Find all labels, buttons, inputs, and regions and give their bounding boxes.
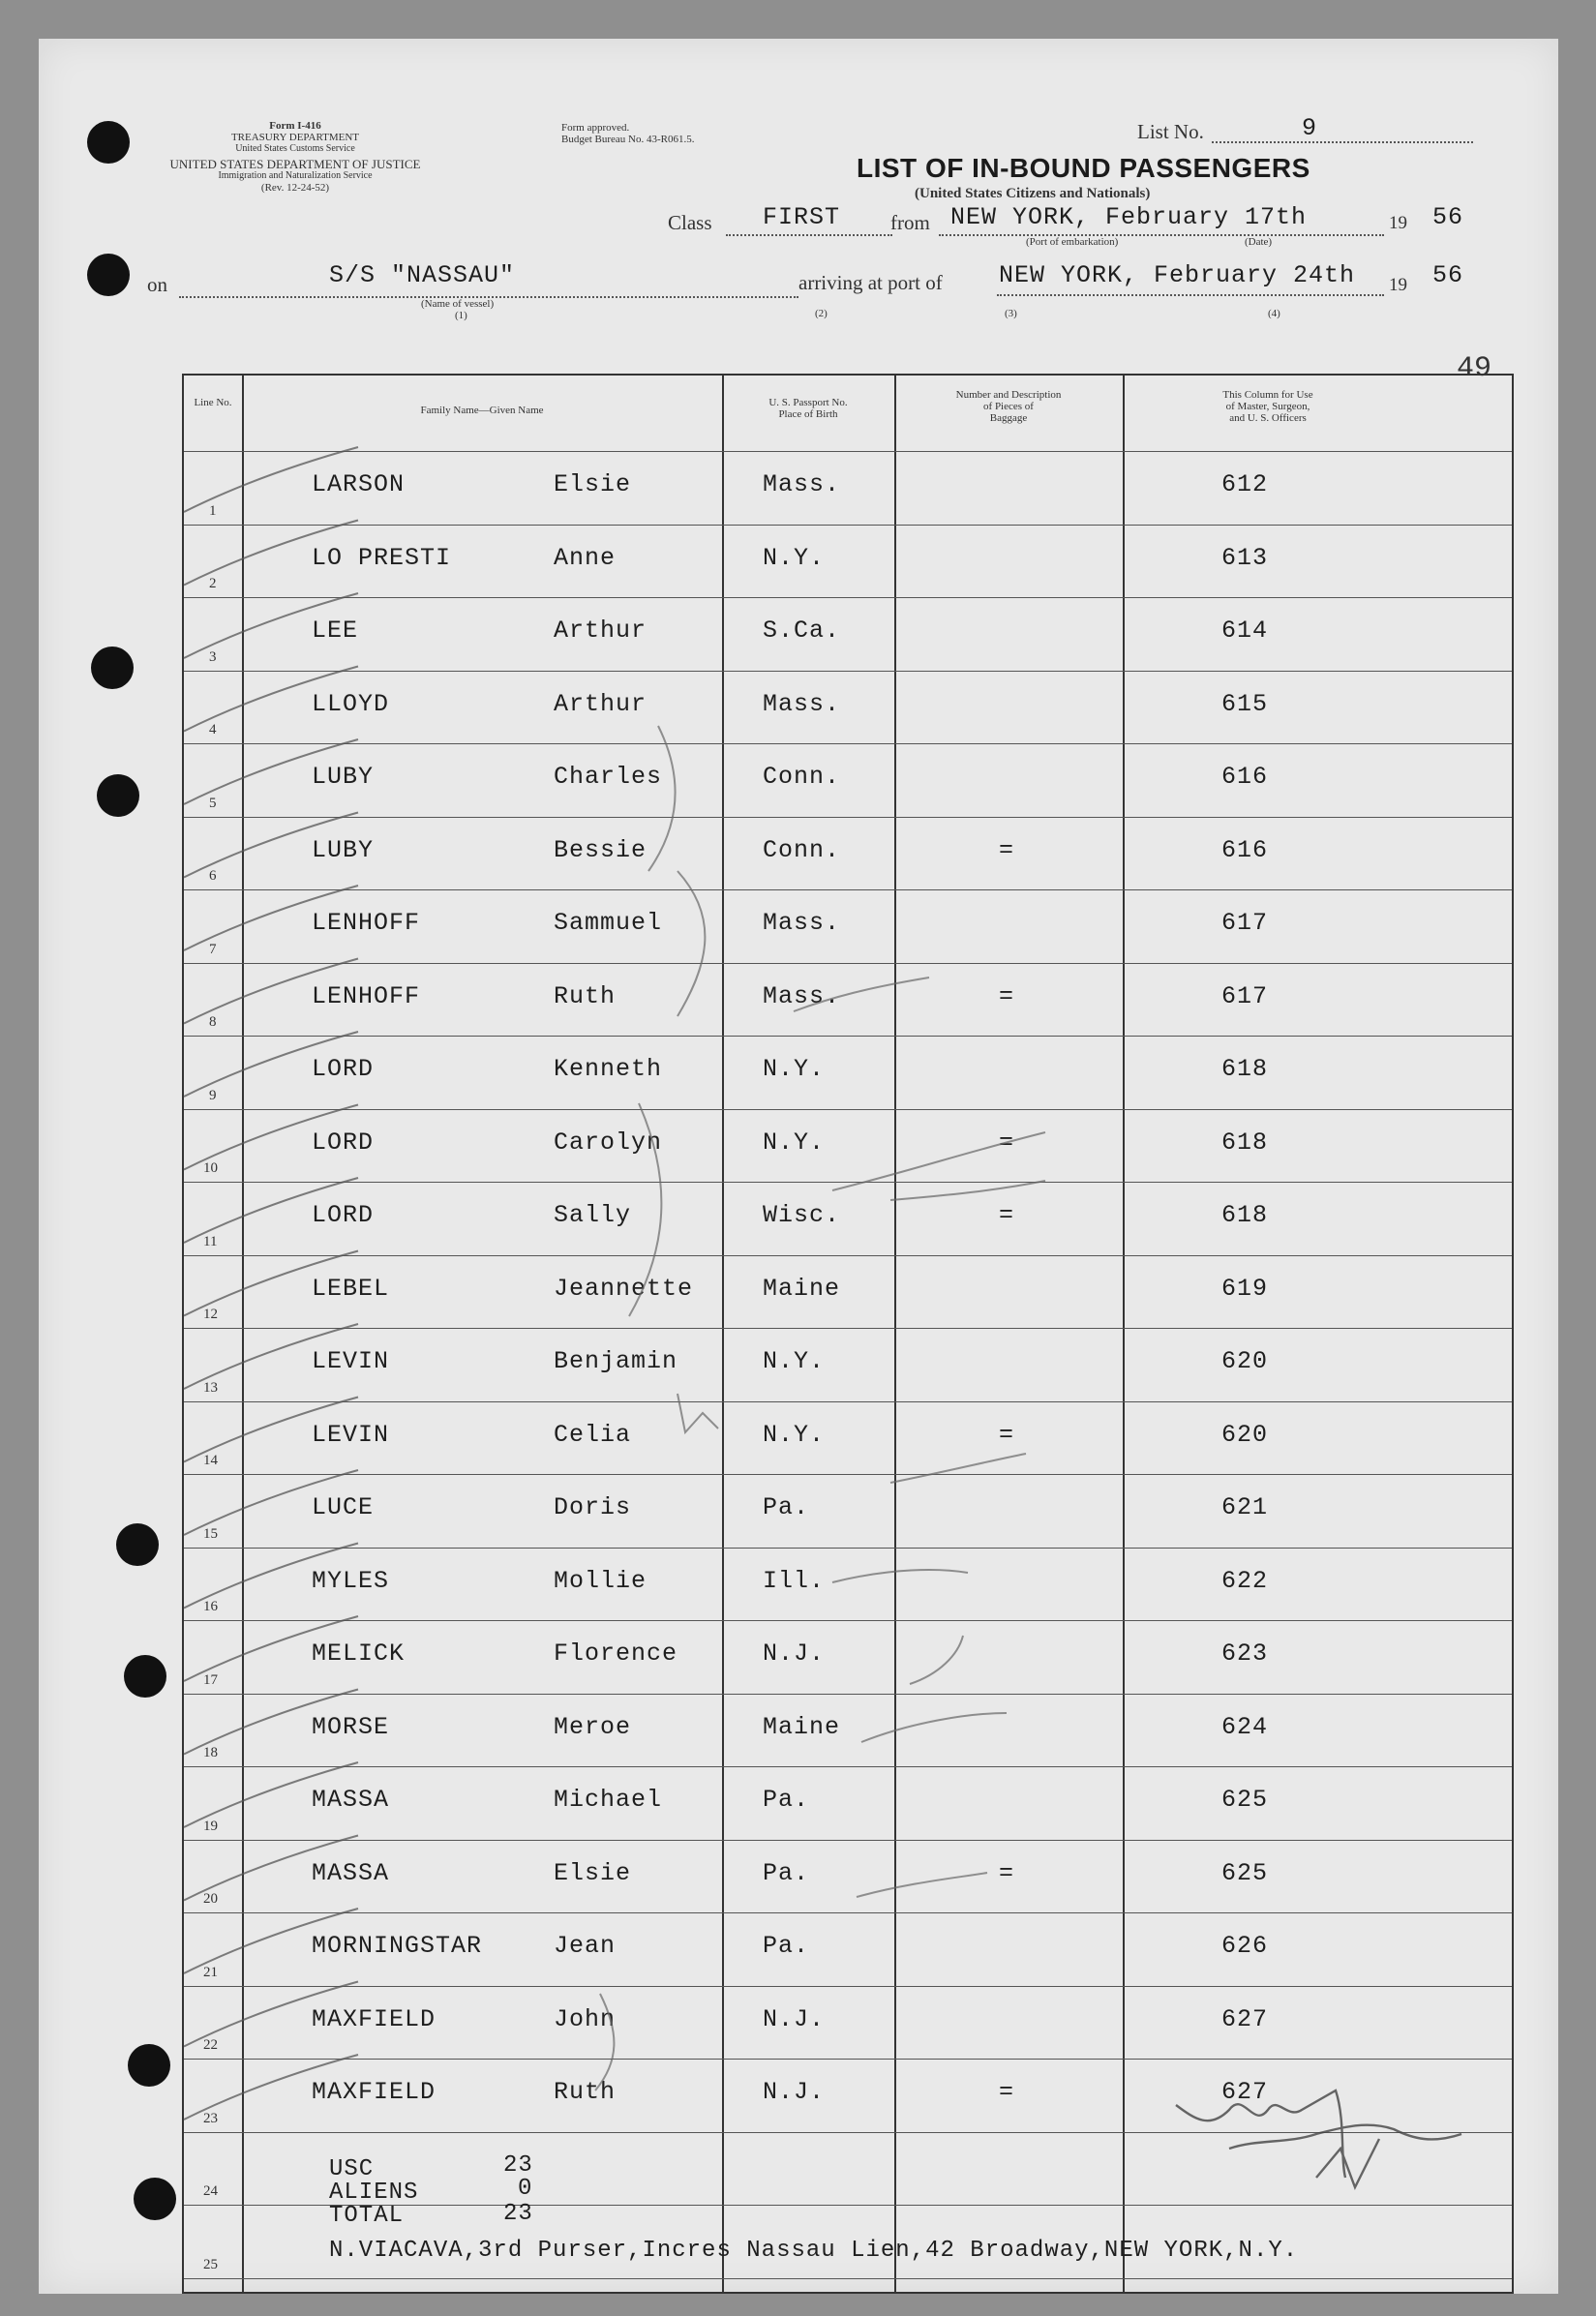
line-number: 23 bbox=[203, 2110, 218, 2126]
family-name: LO PRESTI bbox=[312, 543, 452, 572]
passport-header-2: Place of Birth bbox=[778, 408, 838, 420]
table-row bbox=[184, 817, 1512, 891]
arrival-underline bbox=[997, 294, 1384, 296]
officer-number: 627 bbox=[1221, 2078, 1269, 2106]
arriving-label: arriving at port of bbox=[798, 271, 943, 294]
revision: (Rev. 12-24-52) bbox=[260, 182, 330, 194]
officer-number: 626 bbox=[1221, 1932, 1269, 1960]
table-row bbox=[184, 743, 1512, 818]
punch-hole bbox=[116, 1523, 159, 1566]
year-value-2: 56 bbox=[1432, 261, 1464, 289]
given-name: John bbox=[554, 2004, 617, 2033]
vessel-name: S/S "NASSAU" bbox=[329, 261, 516, 289]
ins-service: Immigration and Naturalization Service bbox=[218, 170, 373, 181]
place-of-birth: Pa. bbox=[763, 1493, 810, 1521]
total-value: 23 bbox=[503, 2201, 533, 2227]
table-row bbox=[184, 889, 1512, 964]
officer-number: 617 bbox=[1221, 981, 1269, 1010]
given-name: Mollie bbox=[554, 1566, 647, 1595]
given-name: Carolyn bbox=[554, 1128, 663, 1157]
col-header-name: Family Name—Given Name bbox=[420, 405, 544, 416]
col-num-2: (2) bbox=[815, 308, 828, 319]
line-number: 22 bbox=[203, 2037, 218, 2053]
place-of-birth: Maine bbox=[763, 1712, 841, 1741]
col-num-4: (4) bbox=[1268, 308, 1280, 319]
list-no-label: List No. bbox=[1137, 120, 1204, 143]
family-name: LORD bbox=[312, 1055, 375, 1083]
place-of-birth: N.J. bbox=[763, 1639, 826, 1668]
line-number: 17 bbox=[203, 1671, 218, 1688]
passenger-table bbox=[182, 374, 1514, 2294]
line-number: 15 bbox=[203, 1525, 218, 1542]
line-number: 25 bbox=[203, 2256, 218, 2272]
baggage-header-1: Number and Description bbox=[955, 389, 1062, 401]
baggage-header-2: of Pieces of bbox=[983, 401, 1034, 412]
page-title: LIST OF IN-BOUND PASSENGERS bbox=[857, 153, 1310, 183]
given-name: Celia bbox=[554, 1420, 632, 1449]
family-name: LENHOFF bbox=[312, 981, 421, 1010]
place-of-birth: Conn. bbox=[763, 835, 841, 864]
place-of-birth: Mass. bbox=[763, 909, 841, 937]
line-number: 6 bbox=[209, 868, 217, 884]
place-of-birth: Wisc. bbox=[763, 1201, 841, 1229]
officer-number: 616 bbox=[1221, 763, 1269, 791]
place-of-birth: N.Y. bbox=[763, 1420, 826, 1449]
given-name: Ruth bbox=[554, 981, 617, 1010]
given-name: Doris bbox=[554, 1493, 632, 1521]
punch-hole bbox=[87, 254, 130, 296]
officer-number: 619 bbox=[1221, 1274, 1269, 1303]
baggage-header-3: Baggage bbox=[989, 412, 1028, 424]
line-number: 2 bbox=[209, 576, 217, 591]
usc-label: USC bbox=[329, 2156, 375, 2182]
punch-hole bbox=[128, 2044, 170, 2087]
place-of-birth: N.Y. bbox=[763, 543, 826, 572]
table-row bbox=[184, 963, 1512, 1038]
place-of-birth: N.J. bbox=[763, 2078, 826, 2106]
given-name: Jean bbox=[554, 1932, 617, 1960]
aliens-value: 0 bbox=[518, 2176, 533, 2202]
family-name: MYLES bbox=[312, 1566, 390, 1595]
line-number: 20 bbox=[203, 1891, 218, 1907]
family-name: MASSA bbox=[312, 1786, 390, 1814]
given-name: Meroe bbox=[554, 1712, 632, 1741]
baggage: = bbox=[999, 1420, 1015, 1449]
line-number: 7 bbox=[209, 941, 217, 957]
family-name: MORNINGSTAR bbox=[312, 1932, 483, 1960]
line-number: 19 bbox=[203, 1818, 218, 1834]
officers-header-1: This Column for Use bbox=[1222, 389, 1313, 401]
table-row bbox=[184, 1766, 1512, 1841]
officer-number: 612 bbox=[1221, 470, 1269, 498]
baggage: = bbox=[999, 1128, 1015, 1157]
header-rule bbox=[184, 376, 1512, 452]
date-caption: (Date) bbox=[1245, 236, 1273, 248]
line-number: 13 bbox=[203, 1379, 218, 1396]
line-number: 14 bbox=[203, 1453, 218, 1468]
from-underline bbox=[939, 234, 1384, 236]
line-number: 11 bbox=[203, 1233, 218, 1249]
family-name: MASSA bbox=[312, 1858, 390, 1887]
family-name: LENHOFF bbox=[312, 909, 421, 937]
table-row bbox=[184, 1694, 1512, 1768]
family-name: LUBY bbox=[312, 835, 375, 864]
place-of-birth: N.J. bbox=[763, 2004, 826, 2033]
agency-block bbox=[136, 120, 455, 194]
table-row bbox=[184, 525, 1512, 599]
punch-hole bbox=[124, 1655, 166, 1698]
family-name: LEBEL bbox=[312, 1274, 390, 1303]
year-value-1: 56 bbox=[1432, 203, 1464, 231]
table-row bbox=[184, 1474, 1512, 1549]
from-value: NEW YORK, February 17th bbox=[950, 203, 1308, 231]
table-row bbox=[184, 1620, 1512, 1695]
place-of-birth: S.Ca. bbox=[763, 617, 841, 645]
usc-value: 23 bbox=[503, 2152, 533, 2179]
place-of-birth: N.Y. bbox=[763, 1347, 826, 1375]
officer-number: 627 bbox=[1221, 2004, 1269, 2033]
officer-number: 620 bbox=[1221, 1347, 1269, 1375]
port-embark-caption: (Port of embarkation) bbox=[1026, 236, 1119, 248]
punch-hole bbox=[134, 2178, 176, 2220]
officer-number: 624 bbox=[1221, 1712, 1269, 1741]
baggage: = bbox=[999, 1201, 1015, 1229]
vessel-caption: (Name of vessel) bbox=[421, 298, 495, 310]
line-number: 4 bbox=[209, 722, 217, 737]
place-of-birth: Pa. bbox=[763, 1932, 810, 1960]
table-row bbox=[184, 597, 1512, 672]
table-row bbox=[184, 1912, 1512, 1987]
family-name: LEVIN bbox=[312, 1420, 390, 1449]
family-name: LARSON bbox=[312, 470, 406, 498]
budget-bureau: Budget Bureau No. 43-R061.5. bbox=[561, 134, 695, 145]
table-row bbox=[184, 2059, 1512, 2133]
customs-service: United States Customs Service bbox=[235, 143, 355, 154]
officer-number: 618 bbox=[1221, 1128, 1269, 1157]
table-row bbox=[184, 1036, 1512, 1110]
officer-number: 622 bbox=[1221, 1566, 1269, 1595]
arrival-value: NEW YORK, February 24th bbox=[999, 261, 1356, 289]
baggage: = bbox=[999, 1858, 1015, 1887]
officer-number: 615 bbox=[1221, 689, 1269, 718]
given-name: Benjamin bbox=[554, 1347, 678, 1375]
aliens-label: ALIENS bbox=[329, 2180, 419, 2206]
officer-number: 613 bbox=[1221, 543, 1269, 572]
given-name: Jeannette bbox=[554, 1274, 694, 1303]
officer-number: 618 bbox=[1221, 1055, 1269, 1083]
line-number: 16 bbox=[203, 1599, 218, 1614]
punch-hole bbox=[97, 774, 139, 817]
given-name: Ruth bbox=[554, 2078, 617, 2106]
line-number: 21 bbox=[203, 1964, 218, 1980]
officers-header-2: of Master, Surgeon, bbox=[1225, 401, 1310, 412]
officer-number: 620 bbox=[1221, 1420, 1269, 1449]
purser-line: N.VIACAVA,3rd Purser,Incres Nassau Lien,42 Broadway,NEW YORK,N.Y. bbox=[329, 2238, 1299, 2264]
year-prefix-1: 19 bbox=[1389, 213, 1407, 233]
family-name: MELICK bbox=[312, 1639, 406, 1668]
form-number: Form I-416 bbox=[269, 120, 321, 132]
line-number: 18 bbox=[203, 1745, 218, 1760]
line-number: 3 bbox=[209, 648, 217, 665]
list-no-value: 9 bbox=[1302, 114, 1318, 142]
punch-hole bbox=[87, 121, 130, 164]
given-name: Sally bbox=[554, 1201, 632, 1229]
place-of-birth: Pa. bbox=[763, 1786, 810, 1814]
officer-number: 614 bbox=[1221, 617, 1269, 645]
col-header-line-no: Line No. bbox=[194, 397, 232, 408]
baggage: = bbox=[999, 835, 1015, 864]
place-of-birth: Maine bbox=[763, 1274, 841, 1303]
class-underline bbox=[726, 234, 892, 236]
table-row bbox=[184, 1840, 1512, 1914]
officer-number: 618 bbox=[1221, 1201, 1269, 1229]
family-name: LORD bbox=[312, 1201, 375, 1229]
family-name: LEVIN bbox=[312, 1347, 390, 1375]
place-of-birth: Mass. bbox=[763, 470, 841, 498]
line-number: 12 bbox=[203, 1307, 218, 1322]
table-row bbox=[184, 1401, 1512, 1476]
officer-number: 623 bbox=[1221, 1639, 1269, 1668]
family-name: LORD bbox=[312, 1128, 375, 1157]
table-row bbox=[184, 671, 1512, 745]
officer-number: 617 bbox=[1221, 909, 1269, 937]
officer-number: 625 bbox=[1221, 1858, 1269, 1887]
total-label: TOTAL bbox=[329, 2203, 405, 2229]
given-name: Charles bbox=[554, 763, 663, 791]
place-of-birth: Conn. bbox=[763, 763, 841, 791]
place-of-birth: N.Y. bbox=[763, 1128, 826, 1157]
from-label: from bbox=[890, 211, 930, 234]
col-num-1: (1) bbox=[455, 310, 467, 321]
page-subtitle: (United States Citizens and Nationals) bbox=[915, 186, 1151, 201]
officer-number: 616 bbox=[1221, 835, 1269, 864]
place-of-birth: Mass. bbox=[763, 981, 841, 1010]
family-name: MAXFIELD bbox=[312, 2004, 437, 2033]
table-row bbox=[184, 1182, 1512, 1256]
class-value: FIRST bbox=[763, 203, 841, 231]
baggage: = bbox=[999, 981, 1015, 1010]
place-of-birth: Pa. bbox=[763, 1858, 810, 1887]
table-row bbox=[184, 1548, 1512, 1622]
class-label: Class bbox=[668, 211, 712, 234]
given-name: Florence bbox=[554, 1639, 678, 1668]
family-name: LLOYD bbox=[312, 689, 390, 718]
family-name: LUBY bbox=[312, 763, 375, 791]
table-row bbox=[184, 451, 1512, 526]
given-name: Bessie bbox=[554, 835, 647, 864]
given-name: Elsie bbox=[554, 470, 632, 498]
given-name: Kenneth bbox=[554, 1055, 663, 1083]
table-row bbox=[184, 1109, 1512, 1184]
on-label: on bbox=[147, 273, 167, 296]
punch-hole bbox=[91, 647, 134, 689]
family-name: MORSE bbox=[312, 1712, 390, 1741]
given-name: Arthur bbox=[554, 617, 647, 645]
given-name: Anne bbox=[554, 543, 617, 572]
given-name: Elsie bbox=[554, 1858, 632, 1887]
given-name: Michael bbox=[554, 1786, 663, 1814]
justice-dept: UNITED STATES DEPARTMENT OF JUSTICE bbox=[169, 157, 421, 171]
line-number: 10 bbox=[203, 1160, 218, 1176]
given-name: Sammuel bbox=[554, 909, 663, 937]
family-name: LEE bbox=[312, 617, 359, 645]
line-number: 1 bbox=[209, 502, 217, 519]
line-number: 24 bbox=[203, 2183, 218, 2199]
place-of-birth: Ill. bbox=[763, 1566, 826, 1595]
place-of-birth: N.Y. bbox=[763, 1055, 826, 1083]
officer-number: 621 bbox=[1221, 1493, 1269, 1521]
family-name: MAXFIELD bbox=[312, 2078, 437, 2106]
table-row bbox=[184, 1255, 1512, 1330]
col-num-3: (3) bbox=[1005, 308, 1017, 319]
table-row bbox=[184, 1328, 1512, 1402]
form-approved: Form approved. bbox=[561, 122, 630, 134]
officer-number: 625 bbox=[1221, 1786, 1269, 1814]
baggage: = bbox=[999, 2078, 1015, 2106]
given-name: Arthur bbox=[554, 689, 647, 718]
line-number: 8 bbox=[209, 1014, 217, 1030]
family-name: LUCE bbox=[312, 1493, 375, 1521]
side-page-number: 49 bbox=[1457, 352, 1492, 385]
treasury-dept: TREASURY DEPARTMENT bbox=[230, 132, 360, 143]
list-no-underline bbox=[1212, 141, 1473, 143]
approval-block bbox=[561, 122, 694, 145]
line-number: 5 bbox=[209, 795, 217, 811]
year-prefix-2: 19 bbox=[1389, 275, 1407, 295]
form-page bbox=[39, 39, 1558, 2294]
table-row bbox=[184, 1986, 1512, 2060]
line-number: 9 bbox=[209, 1087, 217, 1103]
passport-header-1: U. S. Passport No. bbox=[768, 397, 848, 408]
officers-header-3: and U. S. Officers bbox=[1229, 412, 1307, 424]
place-of-birth: Mass. bbox=[763, 689, 841, 718]
